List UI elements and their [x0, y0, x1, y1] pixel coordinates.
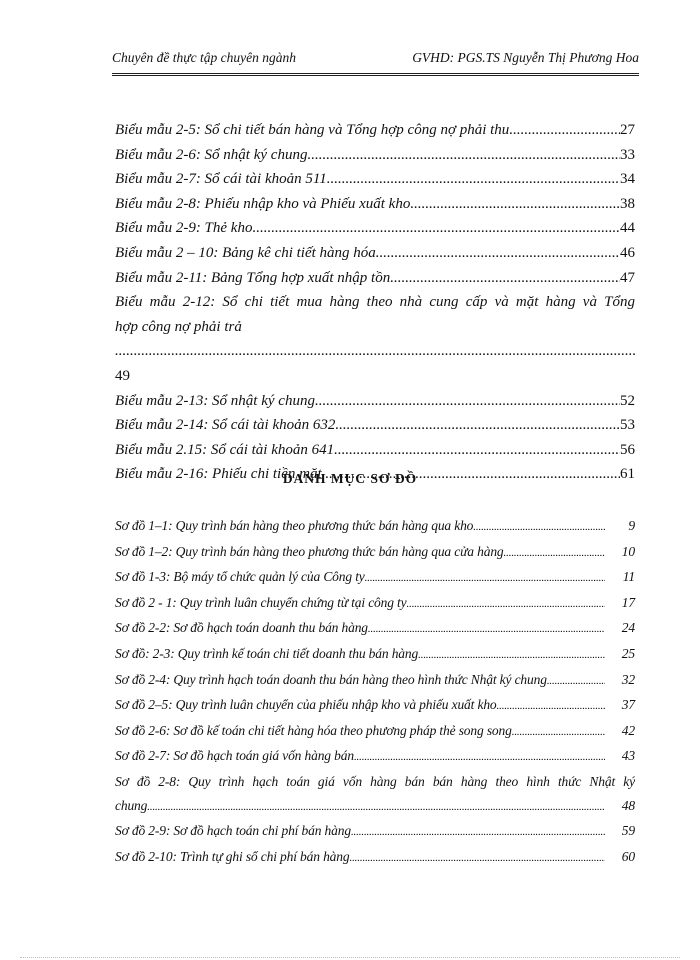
toc-entry [115, 794, 635, 820]
toc-entry-title: Sơ đồ 2-6: Sơ đồ kế toán chi tiết hàng hóa theo phương pháp thẻ song song [115, 722, 512, 738]
toc-entry-page: 37 [621, 697, 635, 713]
toc-entry-title: Biểu mẫu 2-13: Sổ nhật ký chung [115, 392, 315, 409]
toc-entry-title: Sơ đồ 2-7: Sơ đồ hạch toán giá vốn hàng bán [115, 748, 354, 764]
dot-leader [349, 847, 605, 871]
dot-leader [115, 339, 635, 364]
dot-leader [147, 796, 605, 820]
toc-entry-title: Sơ đồ 2-9: Sơ đồ hạch toán chi phí bán hàng [115, 823, 351, 839]
toc-entry-page: 24 [621, 620, 635, 636]
page-header [112, 50, 639, 70]
toc-entry-page: 48 [621, 797, 635, 813]
dot-leader [407, 593, 606, 617]
dot-leader [473, 516, 605, 540]
toc-entry [115, 591, 635, 617]
dot-leader [335, 413, 620, 438]
dot-leader [547, 670, 605, 694]
toc-entry-title: Biểu mẫu 2-16: Phiếu chi tiền mặt [115, 466, 322, 483]
header-rule-top [112, 73, 639, 74]
toc-entry-title: Biểu mẫu 2-9: Thẻ kho [115, 220, 253, 237]
toc-entry [115, 744, 635, 770]
dot-leader [410, 192, 620, 217]
toc-entry-title: Biểu mẫu 2-14: Sổ cái tài khoản 632 [115, 417, 336, 434]
dot-leader [354, 746, 605, 770]
toc-entry [115, 845, 635, 871]
toc-entry [115, 438, 635, 463]
toc-entry-page: 53 [620, 417, 635, 434]
toc-entry-page: 17 [621, 594, 635, 610]
toc-entry [115, 819, 635, 845]
toc-entry-title: Sơ đồ: 2-3: Quy trình kế toán chi tiết doanh thu bán hàng [115, 645, 419, 661]
toc-entry-title: Sơ đồ 1-3: Bộ máy tổ chức quản lý của Công ty [115, 569, 365, 585]
toc-entry [115, 642, 635, 668]
toc-entry-title: Biểu mẫu 2-7: Sổ cái tài khoản 511 [115, 171, 327, 188]
dot-leader [376, 241, 620, 266]
toc-entry-title: Biểu mẫu 2-11: Bảng Tổng hợp xuất nhập tồn [115, 269, 391, 286]
form-list [115, 118, 635, 487]
toc-entry [115, 540, 635, 566]
dot-leader [509, 118, 620, 143]
toc-entry-page: 56 [620, 441, 635, 458]
toc-entry-title: Sơ đồ 1–1: Quy trình bán hàng theo phương thức bán hàng qua kho [115, 518, 474, 533]
toc-entry-title-line1: Sơ đồ 2-8: Quy trình hạch toán giá vốn hàng bán bán hàng theo hình thức Nhật ký [115, 773, 635, 789]
toc-entry-page: 43 [621, 748, 635, 764]
toc-entry [115, 290, 635, 388]
toc-entry-page: 38 [620, 195, 635, 212]
dot-leader [504, 542, 605, 566]
dot-leader [390, 266, 620, 291]
dot-leader [351, 821, 605, 845]
header-rule-bottom [112, 75, 639, 76]
toc-entry-page: 34 [620, 171, 635, 188]
toc-entry-title: Biểu mẫu 2.15: Sổ cái tài khoản 641 [115, 441, 335, 458]
toc-entry [115, 241, 635, 266]
toc-entry-page: 33 [620, 146, 635, 163]
toc-entry-page: 44 [620, 220, 635, 237]
toc-entry-title: Biểu mẫu 2-6: Sổ nhật ký chung [115, 146, 308, 163]
toc-entry-title: Sơ đồ 2 - 1: Quy trình luân chuyển chứng từ tại công ty [115, 594, 407, 610]
toc-entry [115, 389, 635, 414]
toc-entry [115, 719, 635, 745]
dot-leader [307, 143, 620, 168]
toc-entry-page: 61 [620, 466, 635, 483]
toc-entry-page: 59 [621, 823, 635, 839]
toc-entry-page: 9 [628, 518, 635, 533]
dot-leader [334, 438, 620, 463]
dot-leader [365, 567, 605, 591]
toc-entry [115, 514, 635, 540]
toc-entry-page: 27 [620, 122, 635, 138]
toc-entry-title: Sơ đồ 2-10: Trình tự ghi sổ chi phí bán hàng [115, 848, 350, 864]
toc-entry-title-line1: Biểu mẫu 2-12: Sổ chi tiết mua hàng theo nhà cung cấp và mặt hàng và Tổng [115, 294, 635, 311]
toc-entry [115, 266, 635, 291]
toc-entry [115, 693, 635, 719]
toc-entry-title: chung [115, 797, 148, 813]
toc-entry-page: 47 [620, 269, 635, 286]
toc-entry-page: 52 [620, 392, 635, 409]
dot-leader [497, 695, 605, 719]
toc-entry-title: Sơ đồ 1–2: Quy trình bán hàng theo phương thức bán hàng qua cửa hàng [115, 543, 504, 559]
toc-entry-title: Sơ đồ 2–5: Quy trình luân chuyển của phiếu nhập kho và phiếu xuất kho [115, 697, 497, 713]
toc-entry [115, 143, 635, 168]
dot-leader [252, 216, 620, 241]
toc-entry-page: 42 [621, 722, 635, 738]
toc-entry-page: 32 [621, 671, 635, 687]
toc-entry [115, 216, 635, 241]
header-supervisor: GVHD: PGS.TS Nguyễn Thị Phương Hoa [412, 50, 639, 65]
diagram-list [115, 514, 635, 870]
dot-leader [368, 618, 605, 642]
toc-entry-page: 10 [621, 543, 635, 559]
toc-entry [115, 616, 635, 642]
toc-entry-title: Biểu mẫu 2-5: Sổ chi tiết bán hàng và Tổng hợp công nợ phải thu [115, 122, 510, 138]
toc-entry-title: hợp công nợ phải trả [115, 318, 242, 335]
toc-entry [115, 118, 635, 143]
toc-entry-title: Biểu mẫu 2-8: Phiếu nhập kho và Phiếu xuất kho [115, 195, 411, 212]
toc-entry-title: Biểu mẫu 2 – 10: Bảng kê chi tiết hàng hóa [115, 244, 376, 261]
toc-entry-page: 11 [622, 569, 635, 585]
toc-entry-page: 60 [621, 848, 635, 864]
dot-leader [327, 167, 620, 192]
toc-entry-page: 25 [621, 645, 635, 661]
page-bottom-border [20, 957, 680, 959]
dot-leader [512, 721, 605, 745]
toc-entry [115, 413, 635, 438]
dot-leader [315, 389, 620, 414]
toc-entry-page: 49 [115, 367, 130, 384]
toc-entry [115, 192, 635, 217]
toc-entry [115, 167, 635, 192]
section-title: DANH MỤC SƠ ĐỒ [282, 471, 418, 486]
toc-entry-title: Sơ đồ 2-4: Quy trình hạch toán doanh thu bán hàng theo hình thức Nhật ký chung [115, 671, 547, 687]
dot-leader [418, 644, 605, 668]
toc-entry [115, 668, 635, 694]
toc-entry-title: Sơ đồ 2-2: Sơ đồ hạch toán doanh thu bán hàng [115, 620, 368, 636]
header-course-title: Chuyên đề thực tập chuyên ngành [112, 50, 296, 65]
toc-entry [115, 565, 635, 591]
toc-entry-page: 46 [620, 244, 635, 261]
